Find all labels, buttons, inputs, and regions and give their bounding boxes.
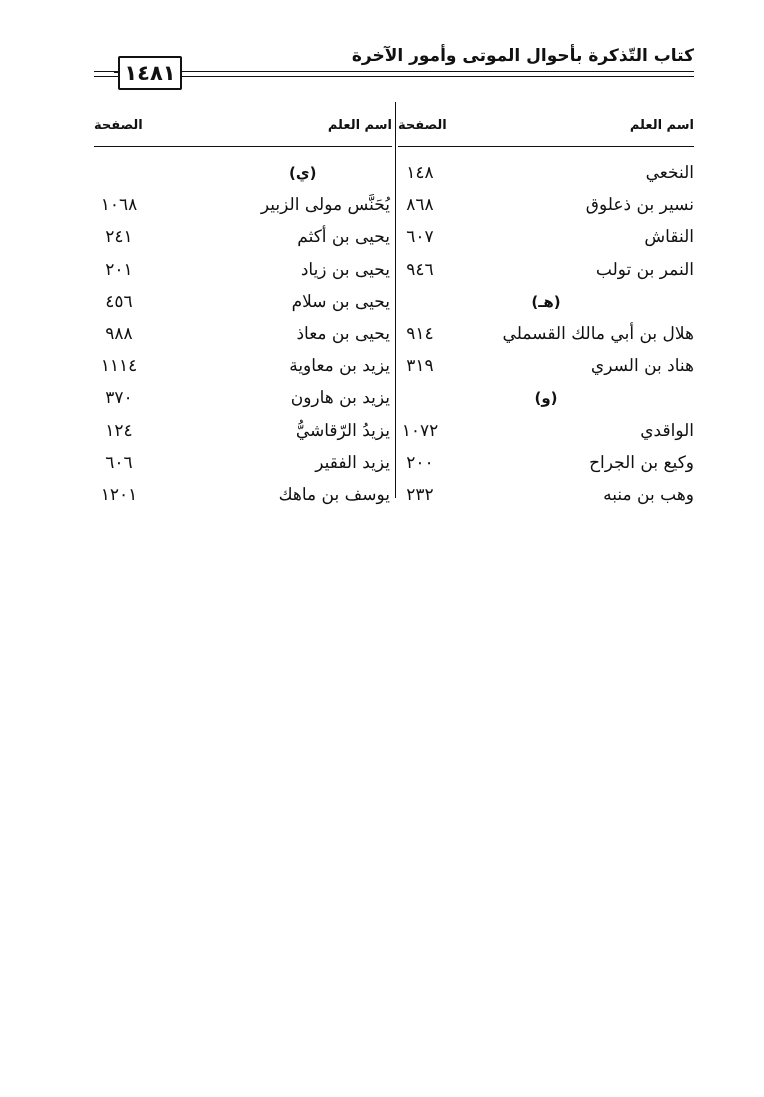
index-entry: [398, 157, 694, 189]
entry-name: يزيد الفقير: [315, 452, 390, 473]
section-letter-row: [398, 286, 694, 318]
entry-name: يزيدُ الرّقاشيُّ: [295, 420, 390, 441]
section-letter: (و): [534, 389, 558, 408]
entry-name: يحيى بن سلام: [291, 291, 390, 312]
index-rows: [398, 157, 694, 511]
index-entry: [398, 318, 694, 350]
book-title: كتاب التّذكرة بأحوال الموتى وأمور الآخرة: [351, 46, 694, 66]
entry-page: ٢٤١: [105, 227, 133, 248]
entry-page: ٦٠٧: [406, 227, 434, 248]
index-entry: [94, 318, 392, 350]
header-rule-bottom: [94, 76, 694, 77]
index-column-right: [398, 110, 694, 511]
section-letter-row: [398, 382, 694, 414]
header-divider: [94, 146, 392, 147]
entry-page: ١٠٦٨: [100, 195, 138, 216]
index-entry: [94, 479, 392, 511]
index-entry: [94, 254, 392, 286]
entry-name: يزيد بن هارون: [290, 388, 390, 409]
entry-name: النمر بن تولب: [595, 259, 694, 280]
entry-name: وهب بن منبه: [603, 484, 694, 505]
section-letter: (ي): [289, 164, 317, 182]
entry-page: ٣٧٠: [105, 388, 133, 409]
index-entry: [94, 382, 392, 414]
entry-name: هناد بن السري: [590, 356, 694, 377]
index-entry: [398, 415, 694, 447]
header-divider: [398, 146, 694, 147]
entry-name: نسير بن ذعلوق: [585, 195, 694, 216]
entry-page: ٤٥٦: [105, 291, 133, 312]
index-entry: [398, 254, 694, 286]
name-column-header: اسم العلم: [629, 118, 694, 133]
page-column-header: الصفحة: [94, 118, 143, 133]
index-column-left: [94, 110, 392, 511]
entry-name: يوسف بن ماهك: [278, 484, 390, 505]
entry-name: يحيى بن أكثم: [297, 227, 390, 248]
entry-name: النقاش: [644, 227, 694, 248]
entry-page: ٩٨٨: [105, 323, 133, 344]
index-entry: [398, 479, 694, 511]
entry-page: ١٠٧٢: [401, 420, 439, 441]
entry-name: يحيى بن زياد: [300, 259, 390, 280]
entry-page: ٨٦٨: [406, 195, 434, 216]
page-number: ١٤٨١: [118, 56, 182, 90]
column-divider: [395, 102, 396, 498]
entry-page: ٢٣٢: [406, 484, 434, 505]
entry-page: ٢٠١: [105, 259, 133, 280]
index-entry: [94, 415, 392, 447]
entry-page: ٣١٩: [406, 356, 434, 377]
index-entry: [94, 447, 392, 479]
entry-name: النخعي: [645, 163, 694, 183]
index-entry: [94, 286, 392, 318]
entry-page: ١٢٤: [105, 420, 133, 441]
column-header: [398, 110, 694, 136]
index-entry: [94, 350, 392, 382]
entry-name: الواقدي: [640, 420, 694, 441]
section-letter-row: [94, 157, 392, 189]
name-column-header: اسم العلم: [327, 118, 392, 133]
entry-page: ٩٤٦: [406, 259, 434, 280]
index-entry: [398, 350, 694, 382]
entry-name: وكيع بن الجراح: [589, 452, 694, 473]
index-rows: [94, 157, 392, 511]
entry-page: ٩١٤: [406, 323, 434, 344]
index-entry: [398, 447, 694, 479]
entry-name: هلال بن أبي مالك القسملي: [502, 323, 694, 344]
page-column-header: الصفحة: [398, 118, 447, 133]
index-entry: [398, 189, 694, 221]
entry-page: ١١١٤: [100, 356, 138, 377]
entry-page: ١٤٨: [406, 163, 434, 183]
header-rule-top: [94, 71, 694, 72]
index-entry: [94, 221, 392, 253]
entry-name: يُحَنَّس مولى الزبير: [260, 195, 390, 216]
section-letter: (هـ): [531, 292, 561, 311]
entry-page: ٢٠٠: [406, 452, 434, 473]
entry-name: يزيد بن معاوية: [289, 356, 390, 377]
column-header: [94, 110, 392, 136]
entry-page: ٦٠٦: [105, 452, 133, 473]
index-entry: [398, 221, 694, 253]
entry-name: يحيى بن معاذ: [296, 323, 390, 344]
index-entry: [94, 189, 392, 221]
entry-page: ١٢٠١: [100, 484, 138, 505]
